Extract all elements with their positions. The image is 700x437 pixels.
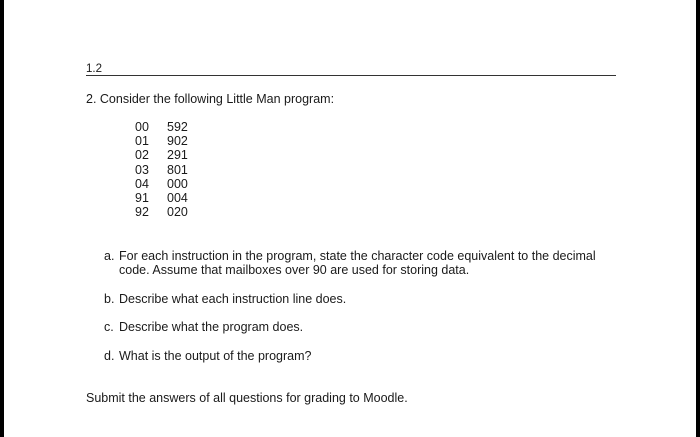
question-text: 2. Consider the following Little Man program: xyxy=(86,92,335,106)
program-row xyxy=(135,191,188,205)
program-code: 020 xyxy=(167,205,188,220)
program-row xyxy=(135,177,188,191)
subquestion-d xyxy=(104,349,599,363)
subquestion-text: Describe what the program does. xyxy=(119,320,304,334)
program-row xyxy=(135,120,188,134)
subquestion-letter: b. xyxy=(104,292,115,306)
program-row xyxy=(135,163,188,177)
submit-instruction: Submit the answers of all questions for grading to Moodle. xyxy=(86,391,408,405)
program-address: 91 xyxy=(135,191,149,206)
subquestion-text: Describe what each instruction line does. xyxy=(119,292,347,306)
section-number: 1.2 xyxy=(86,63,102,75)
subquestion-b xyxy=(104,292,599,306)
program-code: 902 xyxy=(167,134,188,149)
program-code: 291 xyxy=(167,148,188,163)
subquestion-c xyxy=(104,320,599,334)
subquestion-text: What is the output of the program? xyxy=(119,349,312,363)
program-code: 592 xyxy=(167,120,188,134)
program-address: 03 xyxy=(135,162,149,177)
subquestion-text: For each instruction in the program, state the character code equivalent to the decimal code. Assume that mailboxes over 90 are used for storing data. xyxy=(119,249,596,277)
program-address: 00 xyxy=(135,120,149,134)
subquestion-letter: a. xyxy=(104,249,115,263)
subquestion-letter: c. xyxy=(104,320,114,334)
lmc-program-table xyxy=(135,120,188,219)
program-address: 92 xyxy=(135,205,149,220)
program-code: 000 xyxy=(167,176,188,191)
subquestion-a xyxy=(104,249,599,277)
subquestion-letter: d. xyxy=(104,349,115,363)
program-address: 04 xyxy=(135,176,149,191)
program-code: 004 xyxy=(167,191,188,206)
program-row xyxy=(135,148,188,162)
program-address: 01 xyxy=(135,134,149,149)
program-row xyxy=(135,134,188,148)
program-row xyxy=(135,205,188,219)
program-code: 801 xyxy=(167,162,188,177)
right-edge-border xyxy=(696,0,700,437)
left-edge-border xyxy=(0,0,4,437)
header-rule xyxy=(86,75,616,76)
program-address: 02 xyxy=(135,148,149,163)
